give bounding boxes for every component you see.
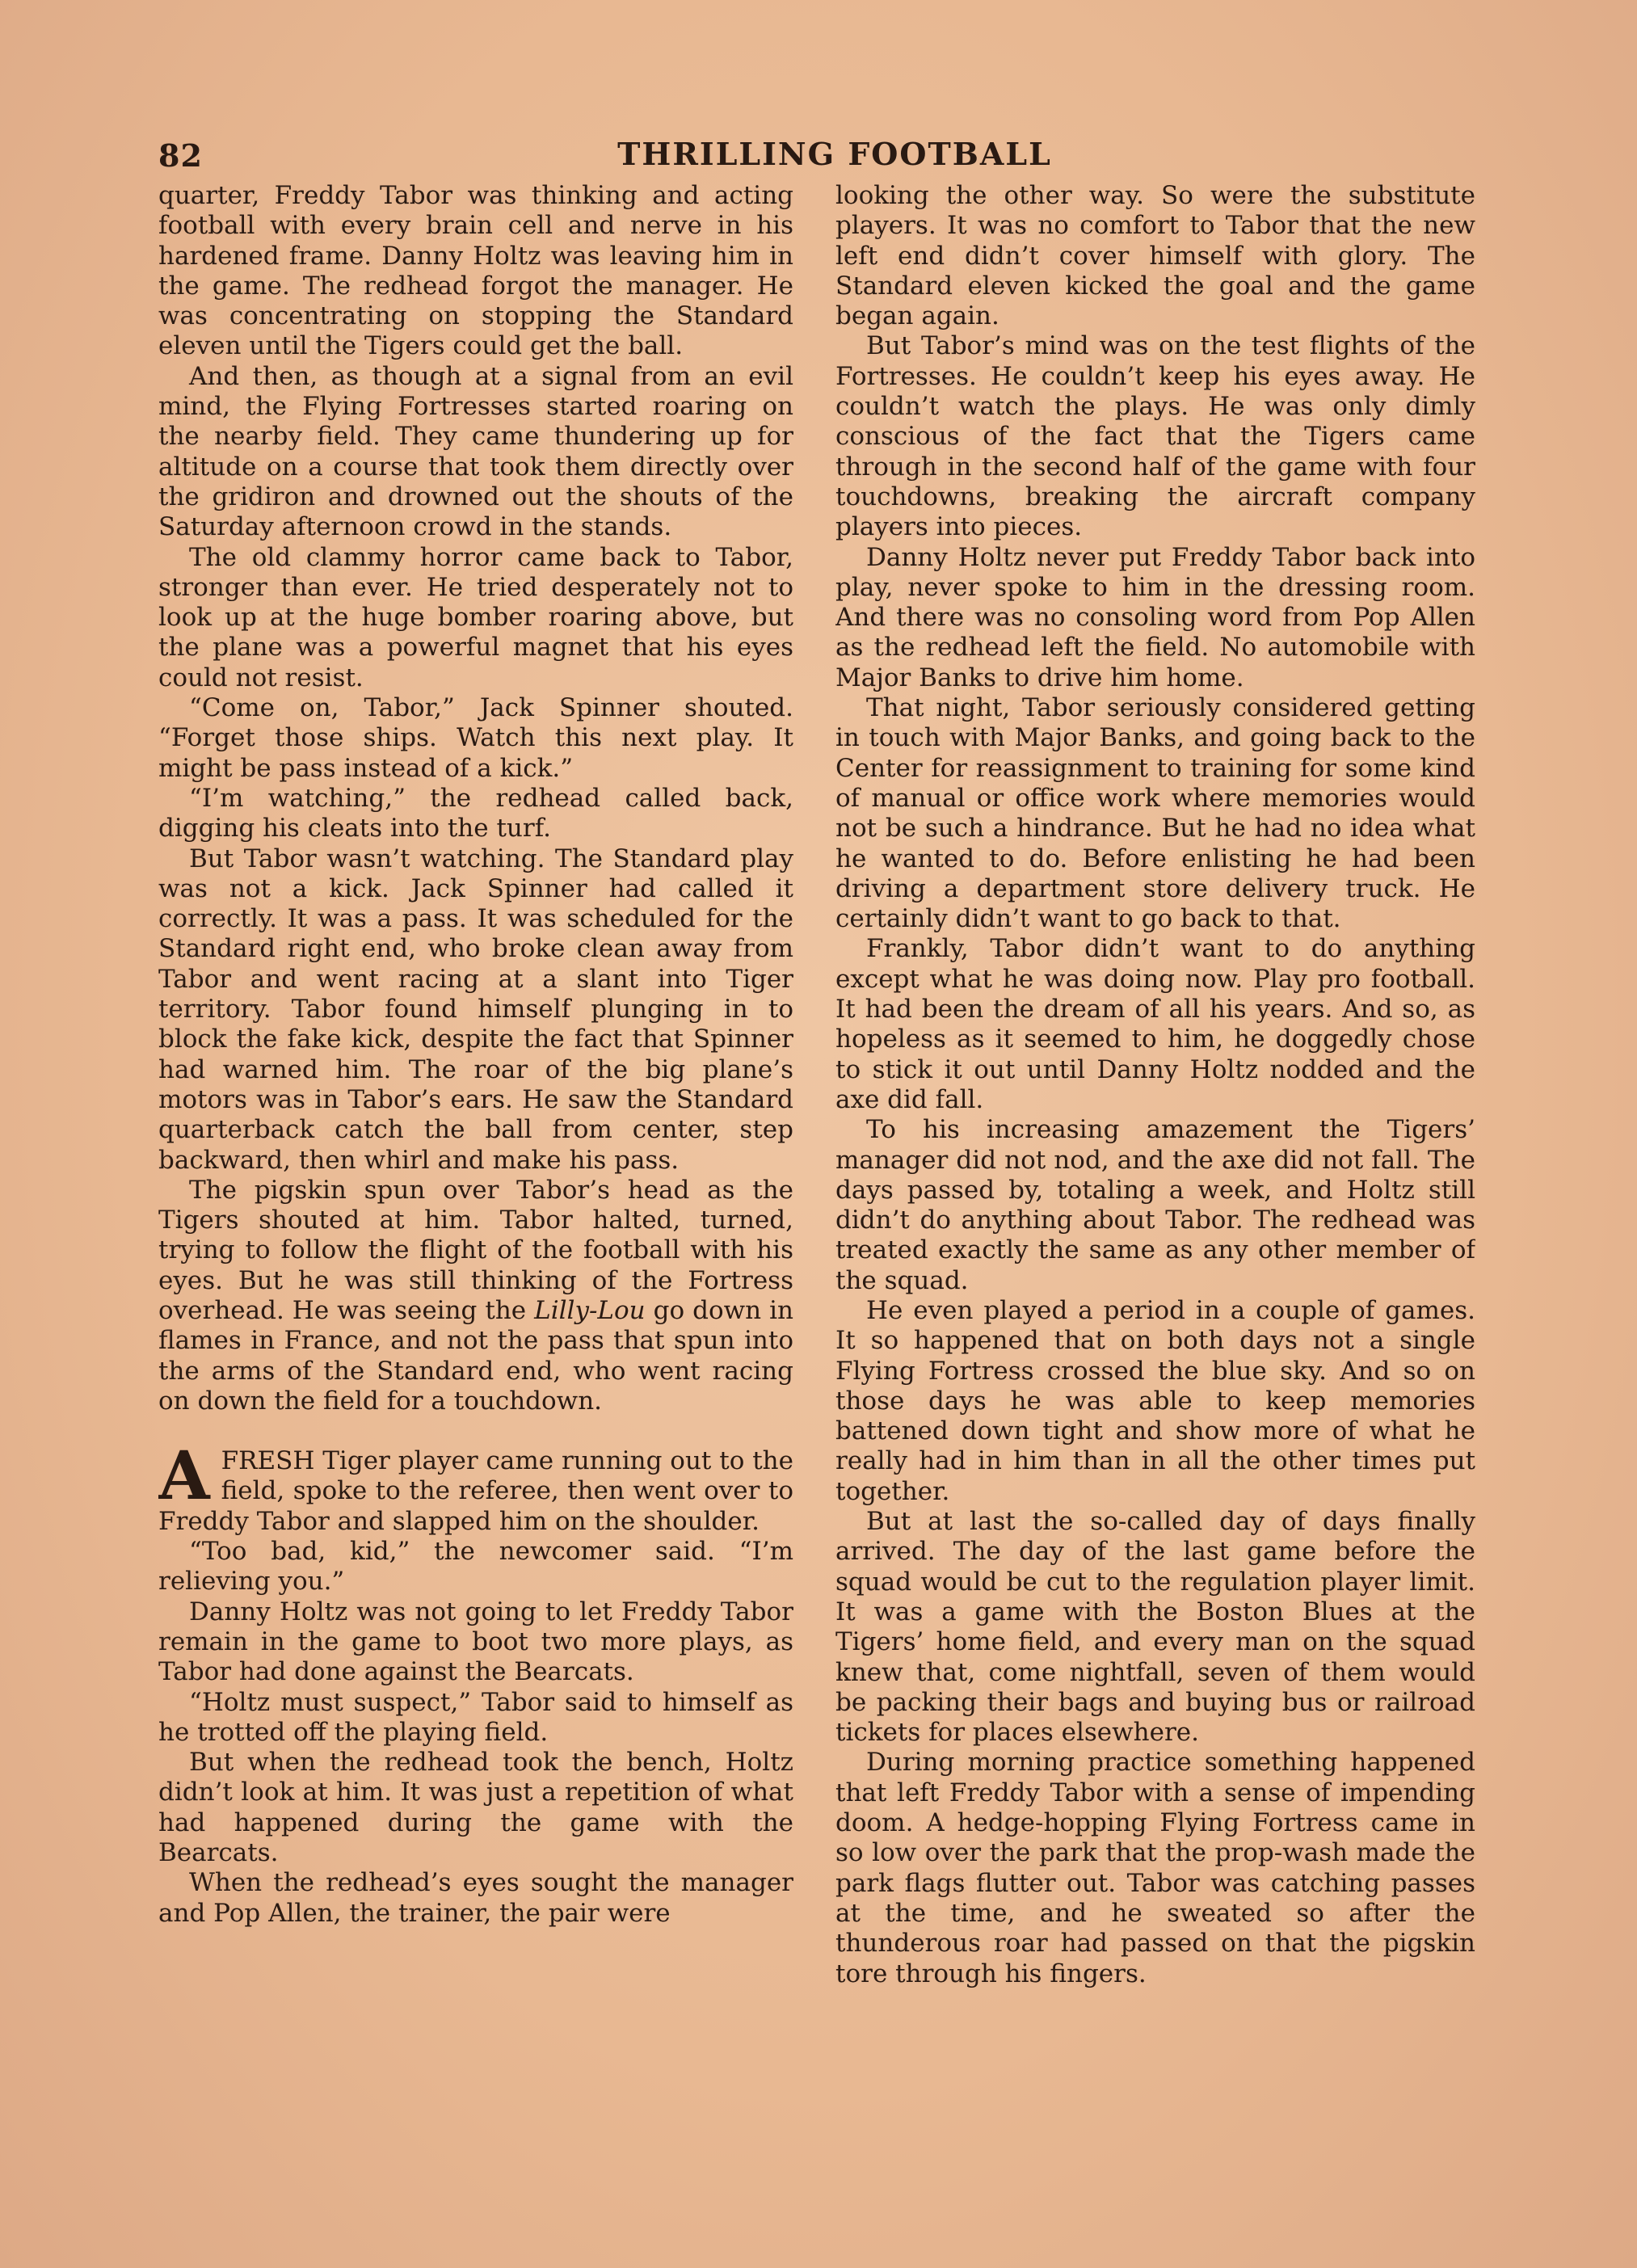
paragraph-text: He even played a period in a couple of games. It so happened that on both days not a single Flying Fortress crossed the blue sky. And so on those days he was able to keep memories battened down tight and show more of what he really had in him than in all the other times put together. [835,1295,1475,1506]
paragraph [835,543,1475,693]
paragraph [835,181,1475,331]
paragraph-text: And then, as though at a signal from an evil mind, the Flying Fortresses started roaring on the nearby field. They came thundering up for altitude on a course that took them directly over the gridiron and drowned out the shouts of the Saturday afternoon crowd in the stands. [158,361,793,542]
paragraph-text: Danny Holtz was not going to let Freddy Tabor remain in the game to boot two more plays, as Tabor had done against the Bearcats. [158,1597,793,1687]
paragraph [158,1688,793,1748]
paragraph-text: When the redhead’s eyes sought the manager and Pop Allen, the trainer, the pair were [158,1868,793,1928]
paragraph-text: Danny Holtz never put Freddy Tabor back into play, never spoke to him in the dressing room. And there was no consoling word from Pop Allen as the redhead left the field. No automobile with Major Banks to drive him home. [835,542,1475,692]
paragraph [158,693,793,784]
paragraph [835,693,1475,934]
drop-cap: A [158,1437,210,1516]
paragraph-text: That night, Tabor seriously considered getting in touch with Major Banks, and going back to the Center for reassignment to training for some kind of manual or office work where memories would not be such a hindrance. But he had no idea what he wanted to do. Before enlisting he had been driving a department store delivery truck. He certainly didn’t want to go back to that. [835,693,1475,934]
paragraph-text-after: go down in flames in France, and not the pass that spun into the arms of the Standard end, who went racing on down the field for a touchdown. [158,1295,793,1416]
paragraph [158,844,793,1176]
paragraph-text: During morning practice something happened that left Freddy Tabor with a sense of impending doom. A hedge-hopping Flying Fortress came in so low over the park that the prop-wash made the park flags flutter out. Tabor was catching passes at the time, and he sweated so after the thunderous roar had passed on that the pigskin tore through his fingers. [835,1748,1475,1988]
paragraph [158,1437,793,1537]
paragraph-text: But at last the so-called day of days finally arrived. The day of the last game before the squad would be cut to the regulation player limit. It was a game with the Boston Blues at the Tigers’ home field, and every man on the squad knew that, come nightfall, seven of them would be packing their bags and buying bus or railroad tickets for places elsewhere. [835,1507,1475,1748]
paragraph-text: But Tabor wasn’t watching. The Standard play was not a kick. Jack Spinner had called it correctly. It was a pass. It was scheduled for the Standard right end, who broke clean away from Tabor and went racing at a slant into Tiger territory. Tabor found himself plunging in to block the fake kick, despite the fact that Spinner had warned him. The roar of the big plane’s motors was in Tabor’s ears. He saw the Standard quarterback catch the ball from center, step backward, then whirl and make his pass. [158,844,793,1175]
running-head: THRILLING FOOTBALL [617,136,1052,172]
paragraph-text: “I’m watching,” the redhead called back, digging his cleats into the turf. [158,783,793,844]
paragraph-text: looking the other way. So were the substitute players. It was no comfort to Tabor that the new left end didn’t cover himself with glory. The Standard eleven kicked the goal and the game began again. [835,181,1475,331]
paragraph-text: The old clammy horror came back to Tabor, stronger than ever. He tried desperately not to look up at the huge bomber roaring above, but the plane was a powerful magnet that his eyes could not resist. [158,542,793,692]
paragraph [835,1507,1475,1748]
paragraph-text: quarter, Freddy Tabor was thinking and acting football with every brain cell and nerve in his hardened frame. Danny Holtz was leaving him in the game. The redhead forgot the manager. He was concentrating on stopping the Standard eleven until the Tigers could get the ball. [158,181,793,361]
paragraph [158,1597,793,1688]
italic-title: Lilly-Lou [534,1295,646,1325]
lead-in-word: FRESH [221,1446,315,1476]
paragraph-text: But when the redhead took the bench, Holtz didn’t look at him. It was just a repetition of what had happened during the game with the Bearcats. [158,1748,793,1868]
paragraph-text: Frankly, Tabor didn’t want to do anything except what he was doing now. Play pro football. It had been the dream of all his years. And so, as hopeless as it seemed to him, he doggedly chose to stick it out until Danny Holtz nodded and the axe did fall. [835,934,1475,1114]
paragraph [835,1296,1475,1507]
paragraph [158,1868,793,1929]
paragraph [158,1537,793,1597]
right-column [835,181,1475,2136]
paragraph [158,1176,793,1416]
paragraph-text: But Tabor’s mind was on the test flights of the Fortresses. He couldn’t keep his eyes away. He couldn’t watch the plays. He was only dimly conscious of the fact that the Tigers came through in the second half of the game with four touchdowns, breaking the aircraft company players into pieces. [835,331,1475,542]
paragraph [158,784,793,844]
paragraph-text: “Holtz must suspect,” Tabor said to himself as he trotted off the playing field. [158,1687,793,1747]
paragraph [158,362,793,543]
paragraph-text: The pigskin spun over Tabor’s head as the Tigers shouted at him. Tabor halted, turned, trying to follow the flight of the football with his eyes. But he was still thinking of the Fortress overhead. He was seeing the [158,1175,793,1325]
paragraph-text: “Come on, Tabor,” Jack Spinner shouted. “Forget those ships. Watch this next play. It might be pass instead of a kick.” [158,693,793,783]
paragraph-text: “Too bad, kid,” the newcomer said. “I’m relieving you.” [158,1537,793,1597]
page-number: 82 [158,137,203,174]
paragraph [158,1748,793,1868]
paragraph [835,934,1475,1115]
paragraph [158,543,793,693]
paragraph [158,181,793,362]
paragraph [835,331,1475,542]
paragraph [835,1748,1475,1988]
paragraph [835,1115,1475,1296]
paragraph-text: To his increasing amazement the Tigers’ manager did not nod, and the axe did not fall. The days passed by, totaling a week, and Holtz still didn’t do anything about Tabor. The redhead was treated exactly the same as any other member of the squad. [835,1115,1475,1295]
left-column [158,181,793,2136]
paragraph-text: Tiger player came running out to the field, spoke to the referee, then went over to Freddy Tabor and slapped him on the shoulder. [158,1446,793,1536]
